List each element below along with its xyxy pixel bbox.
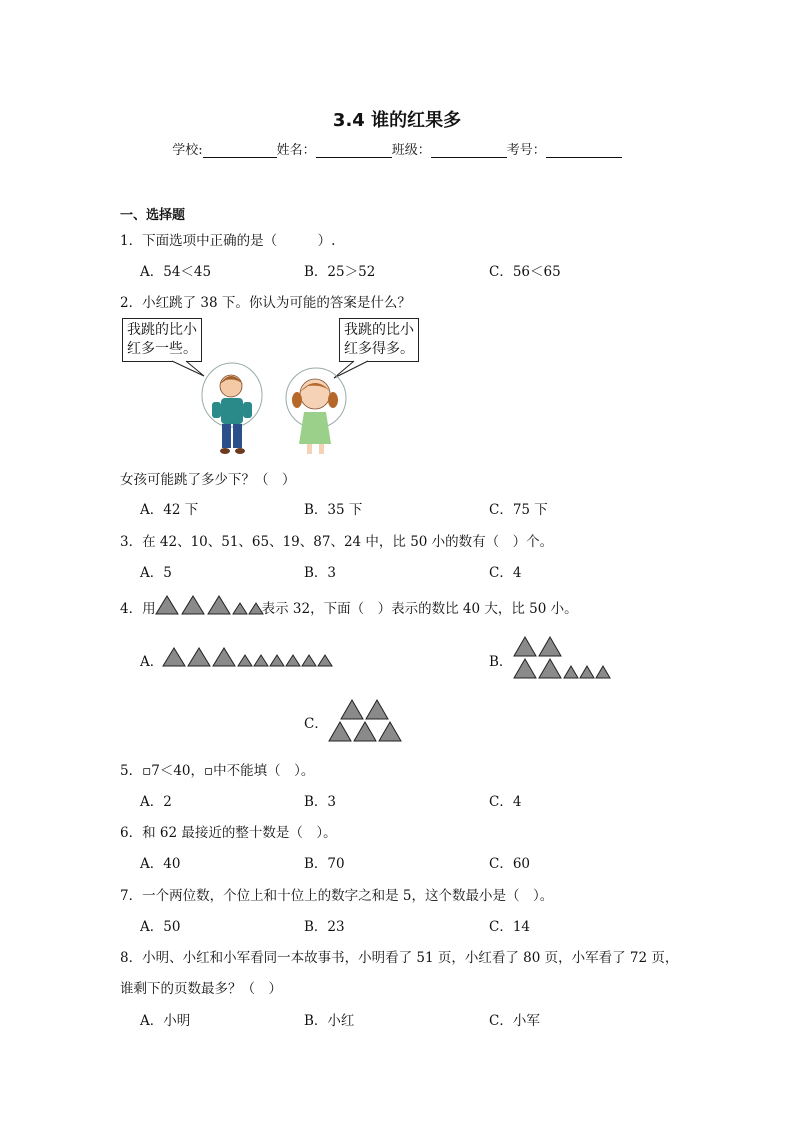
q6-option-c[interactable]: C．60 xyxy=(489,856,531,872)
q3-option-b[interactable]: B．3 xyxy=(304,565,337,581)
q2-option-a[interactable]: A．42 下 xyxy=(140,502,199,518)
question-7: 7．一个两位数，个位上和十位上的数字之和是 5，这个数最小是（ ）。 xyxy=(120,888,554,904)
question-6: 6．和 62 最接近的整十数是（ ）。 xyxy=(120,825,337,841)
q4-option-a[interactable]: A． xyxy=(140,654,164,670)
page-title: 3.4 谁的红果多 xyxy=(332,110,462,131)
question-3: 3．在 42、10、51、65、19、87、24 中，比 50 小的数有（ ）个。 xyxy=(120,534,554,550)
q5-option-b[interactable]: B．3 xyxy=(304,794,337,810)
exam-number-label: 考号： xyxy=(506,143,546,158)
q4-option-b-triangles xyxy=(514,637,610,678)
q2-option-b[interactable]: B．35 下 xyxy=(304,502,363,518)
q4-option-c[interactable]: C． xyxy=(304,716,328,732)
question-2-sub: 女孩可能跳了多少下？（ ） xyxy=(120,472,296,488)
q7-option-c[interactable]: C．14 xyxy=(489,919,531,935)
q8-option-a[interactable]: A．小明 xyxy=(140,1013,191,1029)
question-5: 5．▫7＜40，▫中不能填（ ）。 xyxy=(120,763,315,779)
question-2: 2．小红跳了 38 下。你认为可能的答案是什么？ xyxy=(120,295,411,311)
q1-option-a[interactable]: A．54＜45 xyxy=(140,264,212,280)
name-label: 姓名： xyxy=(276,143,316,158)
section-heading: 一、选择题 xyxy=(120,208,186,223)
q3-option-a[interactable]: A．5 xyxy=(140,565,172,581)
q5-option-a[interactable]: A．2 xyxy=(140,794,172,810)
class-label: 班级： xyxy=(391,143,431,158)
girl-speech-bubble: 我跳的比小 红多得多。 xyxy=(339,318,419,362)
q2-option-c[interactable]: C．75 下 xyxy=(489,502,548,518)
q1-option-b[interactable]: B．25＞52 xyxy=(304,264,376,280)
q8-option-b[interactable]: B．小红 xyxy=(304,1013,355,1029)
q7-option-a[interactable]: A．50 xyxy=(140,919,181,935)
q3-option-c[interactable]: C．4 xyxy=(489,565,522,581)
question-1: 1．下面选项中正确的是（ ）. xyxy=(120,233,336,249)
q7-option-b[interactable]: B．23 xyxy=(304,919,345,935)
q5-option-c[interactable]: C．4 xyxy=(489,794,522,810)
q4-option-b[interactable]: B． xyxy=(489,654,513,670)
boy-speech-bubble: 我跳的比小 红多一些。 xyxy=(122,318,202,362)
q1-option-c[interactable]: C．56＜65 xyxy=(489,264,561,280)
q6-option-a[interactable]: A．40 xyxy=(140,856,181,872)
q8-option-c[interactable]: C．小军 xyxy=(489,1013,540,1029)
q4-stem-triangles xyxy=(156,596,263,614)
q4-option-a-triangles xyxy=(163,648,332,666)
school-label: 学校: xyxy=(172,143,203,158)
q4-option-c-triangles xyxy=(329,700,401,741)
question-4: 4．用 表示 32，下面（ ）表示的数比 40 大，比 50 小。 xyxy=(120,601,578,617)
question-8: 8．小明、小红和小军看同一本故事书，小明看了 51 页，小红看了 80 页，小军看了 72 页， xyxy=(120,950,679,966)
question-8-line-2: 谁剩下的页数最多？（ ） xyxy=(120,981,282,997)
q6-option-b[interactable]: B．70 xyxy=(304,856,345,872)
